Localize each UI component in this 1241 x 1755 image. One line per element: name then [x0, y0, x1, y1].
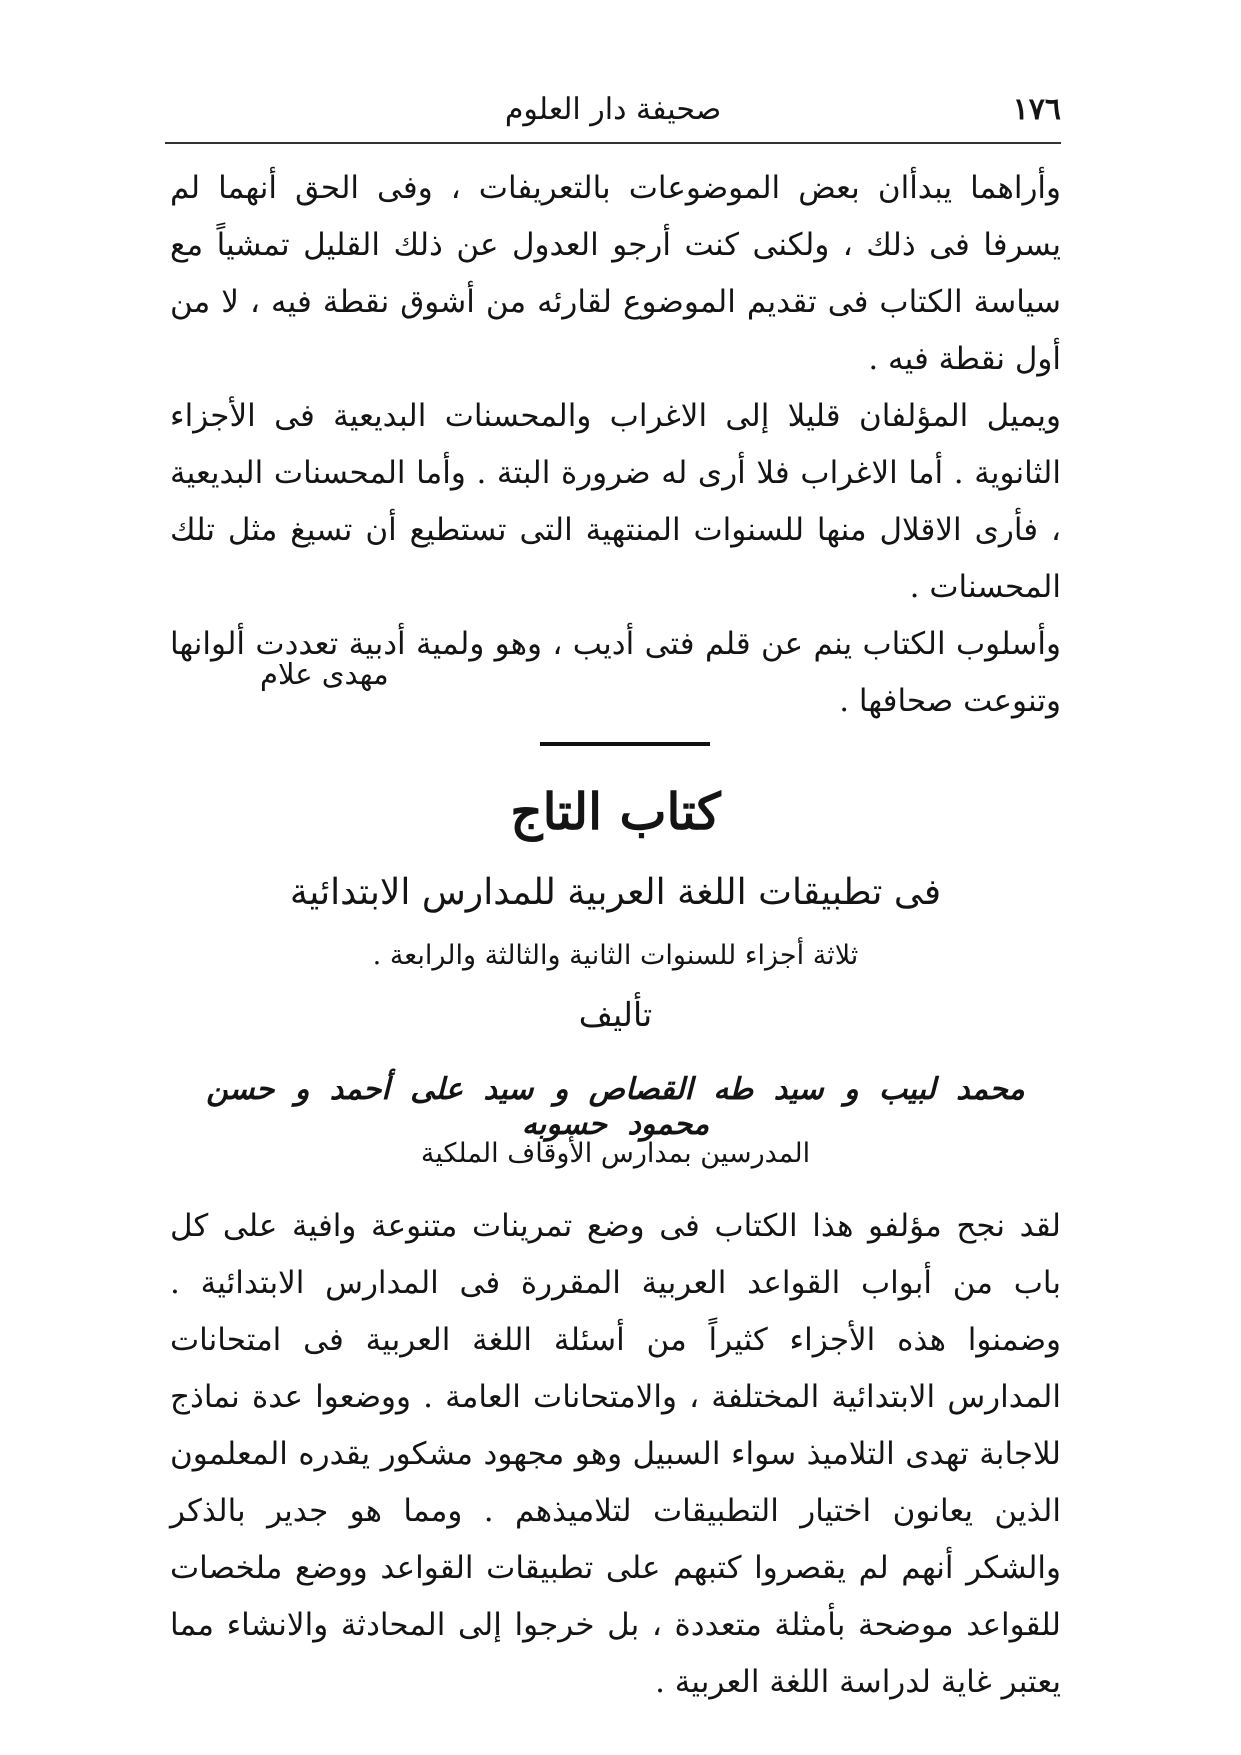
- author-affiliation: المدرسين بمدارس الأوقاف الملكية: [420, 1138, 811, 1169]
- running-title: صحيفة دار العلوم: [504, 92, 722, 127]
- paragraph: وأراهما يبدأان بعض الموضوعات بالتعريفات ، وفى الحق أنهما لم يسرفا فى ذلك ، ولكنى كنت أرجو العدول عن ذلك القليل تمشياً مع سياسة الكتاب فى تقديم الموضوع لقارئه من أشوق نقطة فيه ، لا من أول نقطة فيه .: [170, 170, 1061, 377]
- page-number: ١٧٦: [1012, 92, 1061, 127]
- section-divider: [540, 742, 710, 746]
- page-header: [165, 86, 1061, 136]
- book-title: كتاب التاج: [510, 782, 721, 841]
- previous-review-text: [170, 160, 1061, 730]
- book-review-text: [170, 1198, 1061, 1711]
- paragraph: لقد نجح مؤلفو هذا الكتاب فى وضع تمرينات متنوعة وافية على كل باب من أبواب القواعد العربية المقررة فى المدارس الابتدائية . وضمنوا هذه الأجزاء كثيراً من أسئلة اللغة العربية فى امتحانات المدارس الابتدائية المختلفة ، والامتحانات العامة . ووضعوا عدة نماذج للاجابة تهدى التلاميذ سواء السبيل وهو مجهود مشكور يقدره المعلمون الذين يعانون اختيار التطبيقات لتلاميذهم . ومما هو جدير بالذكر والشكر أنهم لم يقصروا كتبهم على تطبيقات القواعد ووضع ملخصات للقواعد موضحة بأمثلة متعددة ، بل خرجوا إلى المحادثة والانشاء مما يعتبر غاية لدراسة اللغة العربية .: [170, 1208, 1061, 1700]
- paragraph: وأسلوب الكتاب ينم عن قلم فتى أديب ، وهو ولمية أدبية تعددت ألوانها وتنوعت صحافها .: [170, 626, 1061, 719]
- paragraph: ويميل المؤلفان قليلا إلى الاغراب والمحسنات البديعية فى الأجزاء الثانوية . أما الاغراب فلا أرى له ضرورة البتة . وأما المحسنات البديعية ، فأرى الاقلال منها للسنوات المنتهية التى تستطيع أن تسيغ مثل تلك المحسنات .: [170, 398, 1061, 605]
- header-rule: [165, 142, 1061, 144]
- reviewer-signature: مهدى علام: [260, 657, 389, 691]
- book-parts: ثلاثة أجزاء للسنوات الثانية والثالثة والرابعة .: [372, 940, 859, 971]
- book-subtitle: فى تطبيقات اللغة العربية للمدارس الابتدائية: [289, 872, 942, 913]
- book-authors: محمد لبيب و سيد طه القصاص و سيد على أحمد و حسن محمود حسوبه: [206, 1072, 1025, 1142]
- authorship-label: تأليف: [578, 995, 653, 1034]
